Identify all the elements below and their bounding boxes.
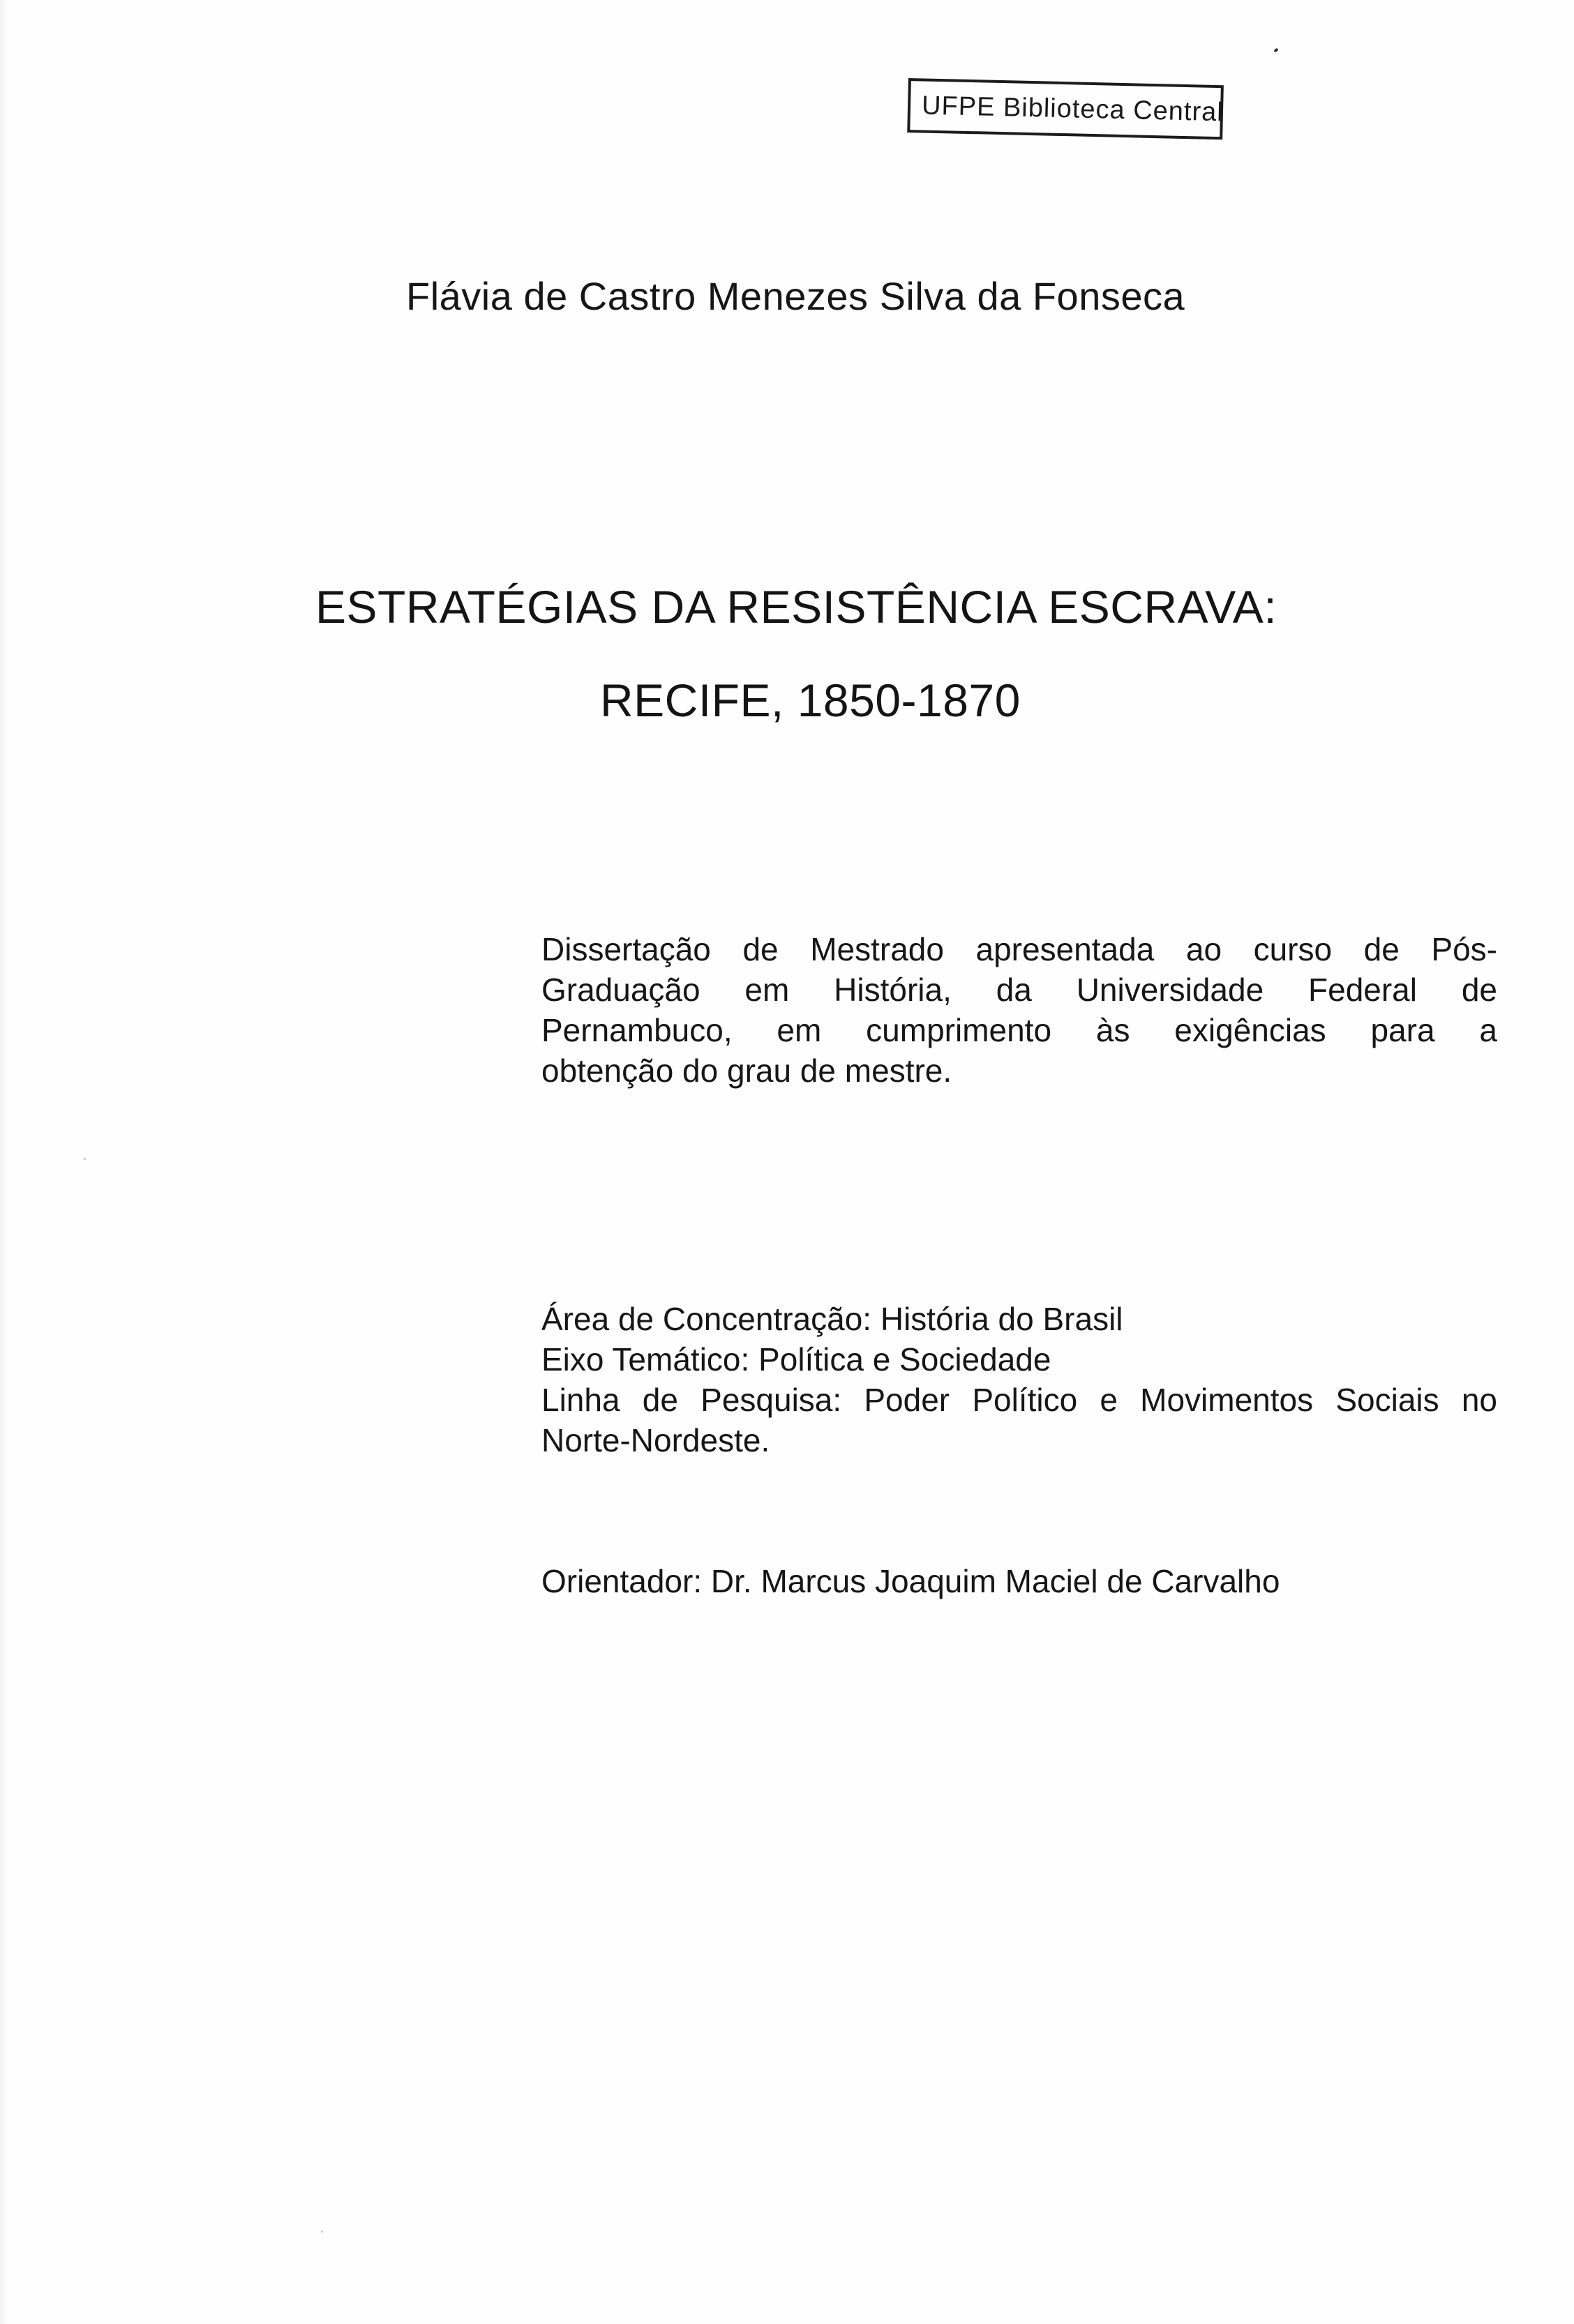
author-name: Flávia de Castro Menezes Silva da Fonseca (406, 274, 1185, 318)
research-line: Linha de Pesquisa: Poder Político e Movimentos Sociais no (541, 1382, 1497, 1418)
library-stamp: UFPE Biblioteca Central (907, 78, 1224, 139)
title-line-2: RECIFE, 1850-1870 (600, 674, 1021, 726)
research-area-info (541, 1299, 1497, 1461)
dissertation-line: obtenção do grau de mestre. (541, 1052, 952, 1089)
dissertation-statement (541, 929, 1497, 1091)
scan-speck (1273, 48, 1278, 53)
dissertation-line: Dissertação de Mestrado apresentada ao curso de Pós- (541, 931, 1497, 967)
research-line-continued: Norte-Nordeste. (541, 1422, 770, 1458)
scan-speck (84, 1158, 86, 1160)
dissertation-line: Pernambuco, em cumprimento às exigências para a (541, 1012, 1497, 1048)
title-line-1: ESTRATÉGIAS DA RESISTÊNCIA ESCRAVA: (315, 581, 1277, 633)
thematic-axis: Eixo Temático: Política e Sociedade (541, 1341, 1051, 1378)
dissertation-line: Graduação em História, da Universidade Federal de (541, 972, 1497, 1008)
scan-edge-shadow (0, 0, 10, 2324)
scan-speck (321, 2231, 323, 2233)
advisor: Orientador: Dr. Marcus Joaquim Maciel de Carvalho (541, 1563, 1280, 1599)
concentration-area: Área de Concentração: História do Brasil (541, 1301, 1123, 1337)
